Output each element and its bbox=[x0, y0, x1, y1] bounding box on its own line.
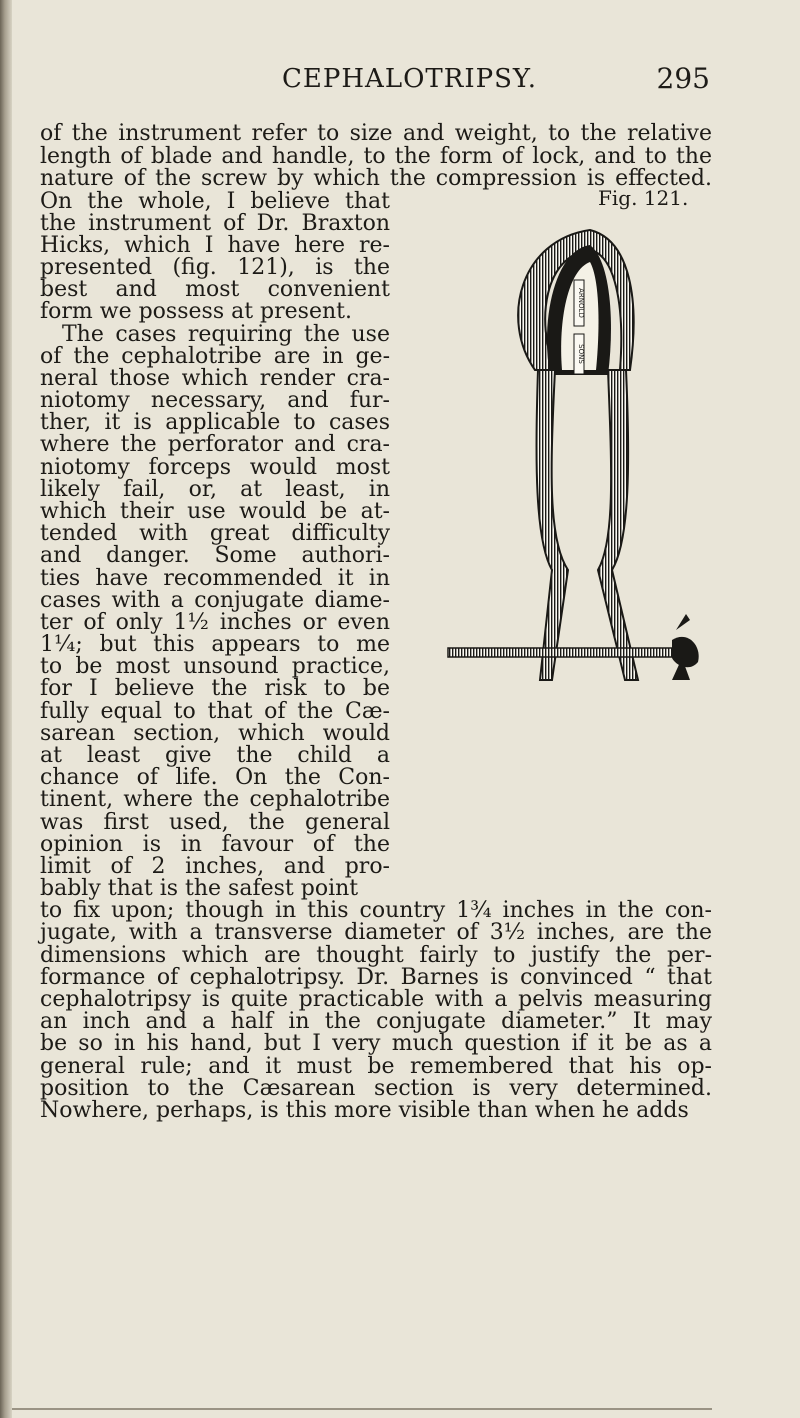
text-line: likely fail, or, at least, in bbox=[40, 477, 390, 502]
text-line: cephalotripsy is quite practicable with a pelvis measuring bbox=[40, 987, 712, 1012]
text-line: form we possess at present. bbox=[40, 299, 352, 324]
text-line: 1¼; but this appears to me bbox=[40, 632, 390, 657]
running-title: CEPHALOTRIPSY. bbox=[282, 64, 537, 94]
text-line: for I believe the risk to be bbox=[40, 676, 390, 701]
text-line: Hicks, which I have here re- bbox=[40, 233, 390, 258]
text-line: The cases requiring the use bbox=[62, 322, 390, 347]
text-line: Nowhere, perhaps, is this more visible than when he adds bbox=[40, 1098, 689, 1123]
text-line: sarean section, which would bbox=[40, 721, 390, 746]
text-line: opinion is in favour of the bbox=[40, 832, 390, 857]
text-line: limit of 2 inches, and pro- bbox=[40, 854, 390, 879]
text-line: fully equal to that of the Cæ- bbox=[40, 699, 390, 724]
text-line: presented (fig. 121), is the bbox=[40, 255, 390, 280]
page-number: 295 bbox=[656, 62, 710, 95]
text-line: of the instrument refer to size and weight, to the relative bbox=[40, 121, 712, 146]
text-line: jugate, with a transverse diameter of 3½ inches, are the bbox=[40, 920, 712, 945]
text-line: at least give the child a bbox=[40, 743, 390, 768]
text-line: formance of cephalotripsy. Dr. Barnes is convinced “ that bbox=[40, 965, 712, 990]
text-line: to be most unsound practice, bbox=[40, 654, 390, 679]
text-line: ther, it is applicable to cases bbox=[40, 410, 390, 435]
text-line: dimensions which are thought fairly to justify the per- bbox=[40, 943, 712, 968]
cephalotribe-icon bbox=[440, 210, 710, 710]
text-line: was first used, the general bbox=[40, 810, 390, 835]
text-line: niotomy necessary, and fur- bbox=[40, 388, 390, 413]
text-line: be so in his hand, but I very much question if it be as a bbox=[40, 1031, 712, 1056]
engraving-sons: SONS bbox=[577, 344, 585, 364]
text-line: the instrument of Dr. Braxton bbox=[40, 211, 390, 236]
text-line: tended with great difficulty bbox=[40, 521, 390, 546]
text-line: position to the Cæsarean section is very determined. bbox=[40, 1076, 712, 1101]
text-line: an inch and a half in the conjugate diameter.” It may bbox=[40, 1009, 712, 1034]
page-edge-shadow bbox=[0, 0, 12, 1418]
text-line: ter of only 1½ inches or even bbox=[40, 610, 390, 635]
engraving-arnold: ARNOLD bbox=[577, 288, 585, 318]
text-line: and danger. Some authori- bbox=[40, 543, 390, 568]
text-line: ties have recommended it in bbox=[40, 566, 390, 591]
text-line: niotomy forceps would most bbox=[40, 455, 390, 480]
bottom-rule bbox=[12, 1408, 712, 1410]
figure-caption: Fig. 121. bbox=[598, 186, 689, 210]
text-line: of the cephalotribe are in ge- bbox=[40, 344, 390, 369]
text-line: bably that is the safest point bbox=[40, 876, 359, 901]
text-line: best and most convenient bbox=[40, 277, 390, 302]
text-line: chance of life. On the Con- bbox=[40, 765, 390, 790]
text-line: general rule; and it must be remembered that his op- bbox=[40, 1054, 712, 1079]
text-line: which their use would be at- bbox=[40, 499, 390, 524]
text-line: neral those which render cra- bbox=[40, 366, 390, 391]
cephalotribe-illustration bbox=[440, 210, 710, 710]
text-line: tinent, where the cephalotribe bbox=[40, 787, 390, 812]
text-line: length of blade and handle, to the form of lock, and to the bbox=[40, 144, 712, 169]
text-line: to fix upon; though in this country 1¾ inches in the con- bbox=[40, 898, 712, 923]
text-line: where the perforator and cra- bbox=[40, 432, 390, 457]
running-head bbox=[260, 62, 710, 102]
text-line: nature of the screw by which the compression is effected. bbox=[40, 166, 712, 191]
text-line: On the whole, I believe that bbox=[40, 189, 390, 214]
text-line: cases with a conjugate diame- bbox=[40, 588, 390, 613]
